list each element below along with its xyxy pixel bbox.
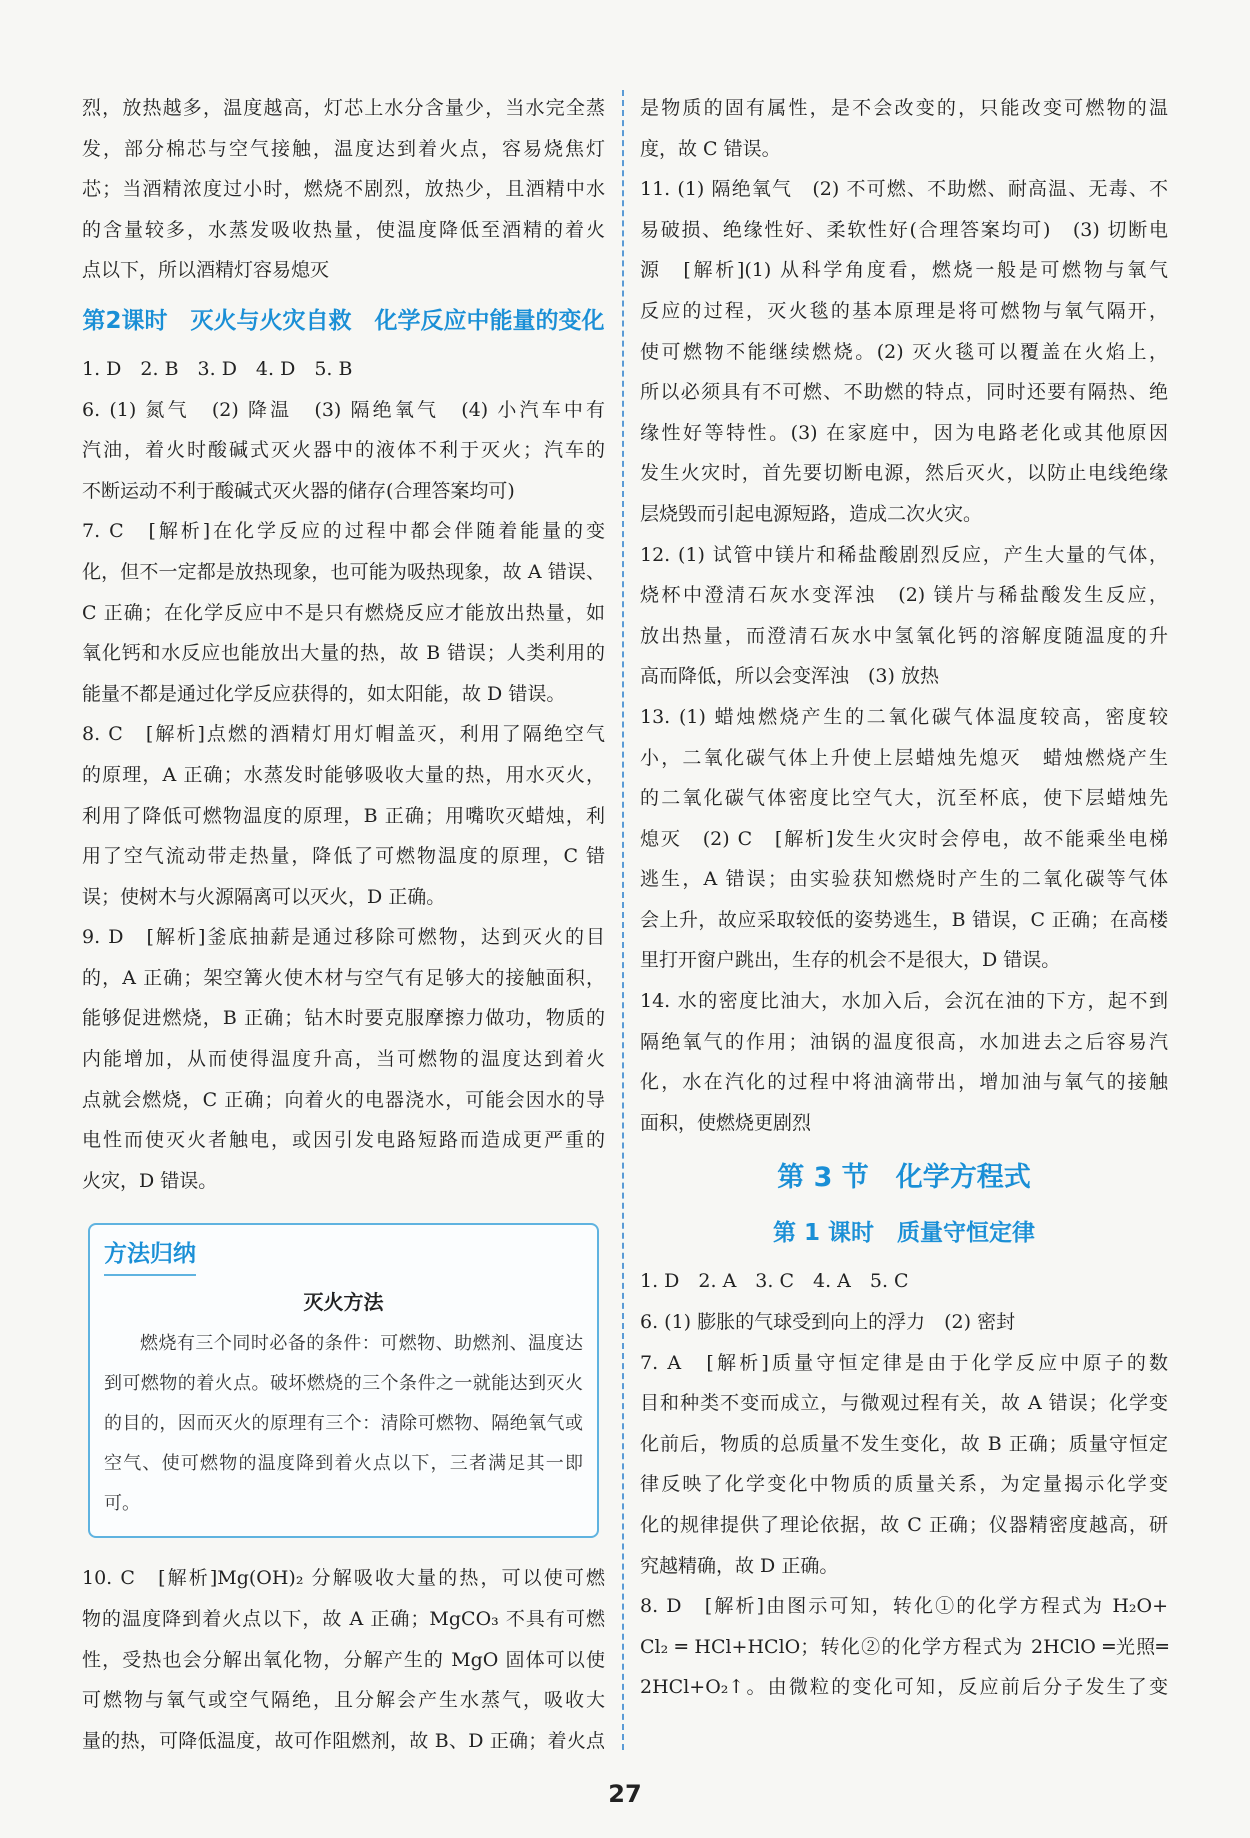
answer-line: 高而降低，所以会变浑浊 (3) 放热 [640, 665, 939, 688]
answer-line: 的原理，A 正确；水蒸发时能够吸收大量的热，用水灭火， [82, 763, 605, 786]
answer-line: 化，水在汽化的过程中将油滴带出，增加油与氧气的接触 [640, 1071, 1168, 1094]
answer-line: 熄灭 (2) C [解析]发生火灾时会停电，故不能乘坐电梯 [640, 827, 1168, 850]
method-summary-label: 方法归纳 [104, 1235, 196, 1276]
answer-line: 易破损、绝缘性好、柔软性好(合理答案均可) (3) 切断电 [640, 218, 1168, 241]
intro-paragraph [82, 88, 605, 291]
method-summary-text: 燃烧有三个同时必备的条件：可燃物、助燃剂、温度达到可燃物的着火点。破坏燃烧的三个条件之一就能达到灭火的目的，因而灭火的原理有三个：清除可燃物、隔绝氧气或空气、使可燃物的温度降到着火点以下，三者满足其一即可。 [104, 1333, 583, 1515]
answer-line: 小，二氧化碳气体上升使上层蜡烛先熄灭 蜡烛燃烧产生 [640, 746, 1168, 769]
answer-line: 化，但不一定都是放热现象，也可能为吸热现象，故 A 错误、 [82, 560, 605, 583]
answer-line: 火灾，D 错误。 [82, 1169, 218, 1192]
answer-line: 律反映了化学变化中物质的质量关系，为定量揭示化学变 [640, 1473, 1168, 1496]
answer-line: 度，故 C 错误。 [640, 137, 781, 160]
answer-line: 8. D [解析]由图示可知，转化①的化学方程式为 H₂O+ [640, 1595, 1168, 1618]
left-column [82, 88, 605, 1761]
answer-line: 目和种类不变而成立，与微观过程有关，故 A 错误；化学变 [640, 1392, 1168, 1415]
answer-line: 化的规律提供了理论依据，故 C 正确；仪器精密度越高，研 [640, 1514, 1168, 1536]
answer-line: 能量不都是通过化学反应获得的，如太阳能，故 D 错误。 [82, 682, 566, 705]
answer-line: 的二氧化碳气体密度比空气大，沉至杯底，使下层蜡烛先 [640, 787, 1168, 810]
answer-line: 用了空气流动带走热量，降低了可燃物温度的原理，C 错 [82, 845, 605, 868]
answer-line: 使可燃物不能继续燃烧。(2) 灭火毯可以覆盖在火焰上， [640, 340, 1168, 363]
answer-line: 物的温度降到着火点以下，故 A 正确；MgCO₃ 不具有可燃 [82, 1608, 605, 1631]
answer-line: 性，受热也会分解出氧化物，分解产生的 MgO 固体可以使 [82, 1648, 605, 1671]
answer-line: Cl₂ ═ HCl+HClO；转化②的化学方程式为 2HClO ═光照═ [640, 1635, 1168, 1658]
answer-line: 8. C [解析]点燃的酒精灯用灯帽盖灭，利用了隔绝空气 [82, 723, 605, 746]
answer-line: 9. D [解析]釜底抽薪是通过移除可燃物，达到灭火的目 [82, 926, 605, 949]
lesson-2-title: 第2课时 灭火与火灾自救 化学反应中能量的变化 [82, 307, 605, 334]
answer-line: C 正确；在化学反应中不是只有燃烧反应才能放出热量，如 [82, 601, 605, 624]
answer-line: 1. D 2. A 3. C 4. A 5. C [640, 1270, 909, 1293]
answer-line: 量的热，可降低温度，故可作阻燃剂，故 B、D 正确；着火点 [82, 1729, 605, 1752]
answer-line: 利用了降低可燃物温度的原理，B 正确；用嘴吹灭蜡烛，利 [82, 804, 605, 827]
column-divider [622, 90, 624, 1750]
lesson-2-answers [82, 349, 605, 1201]
answer-line: 不断运动不利于酸碱式灭火器的储存(合理答案均可) [82, 479, 515, 502]
answer-line: 2HCl+O₂↑。由微粒的变化可知，反应前后分子发生了变 [640, 1676, 1168, 1699]
answer-line: 烧杯中澄清石灰水变浑浊 (2) 镁片与稀盐酸发生反应， [640, 584, 1168, 607]
answer-line: 6. (1) 氮气 (2) 降温 (3) 隔绝氧气 (4) 小汽车中有 [82, 398, 605, 421]
answer-line: 隔绝氧气的作用；油锅的温度很高，水加进去之后容易汽 [640, 1030, 1168, 1053]
method-summary-heading: 灭火方法 [303, 1290, 384, 1315]
answer-line: 13. (1) 蜡烛燃烧产生的二氧化碳气体温度较高，密度较 [640, 705, 1168, 728]
answer-line: 发生火灾时，首先要切断电源，然后灭火，以防止电线绝缘 [640, 462, 1168, 485]
answer-line: 逃生，A 错误；由实验获知燃烧时产生的二氧化碳等气体 [640, 868, 1168, 891]
right-column [640, 88, 1168, 1708]
section-3-title: 第 3 节 化学方程式 [777, 1162, 1031, 1194]
answer-line: 源 [解析](1) 从科学角度看，燃烧一般是可燃物与氧气 [640, 259, 1168, 282]
answer-line: 7. C [解析]在化学反应的过程中都会伴随着能量的变 [82, 520, 605, 543]
question-10 [82, 1558, 605, 1761]
answer-line: 会上升，故应采取较低的姿势逃生，B 错误，C 正确；在高楼 [640, 908, 1168, 931]
answer-line: 可燃物与氧气或空气隔绝，且分解会产生水蒸气，吸收大 [82, 1689, 605, 1712]
answer-line: 氧化钙和水反应也能放出大量的热，故 B 错误；人类利用的 [82, 642, 605, 665]
right-answers-a [640, 88, 1168, 1143]
answer-line: 面积，使燃烧更剧烈 [640, 1111, 812, 1134]
answer-line: 电性而使灭火者触电，或因引发电路短路而造成更严重的 [82, 1129, 605, 1152]
text-line: 的含量较多，水蒸发吸收热量，使温度降低至酒精的着火 [82, 218, 605, 241]
answer-line: 误；使树木与火源隔离可以灭火，D 正确。 [82, 885, 446, 908]
text-line: 发，部分棉芯与空气接触，温度达到着火点，容易烧焦灯 [82, 137, 605, 160]
answer-line: 6. (1) 膨胀的气球受到向上的浮力 (2) 密封 [640, 1311, 1016, 1334]
answer-line: 所以必须具有不可燃、不助燃的特点，同时还要有隔热、绝 [640, 381, 1168, 404]
right-answers-b [640, 1261, 1168, 1708]
answer-line: 里打开窗户跳出，生存的机会不是很大，D 错误。 [640, 949, 1061, 972]
answer-line: 反应的过程，灭火毯的基本原理是将可燃物与氧气隔开， [640, 299, 1168, 322]
answer-line: 是物质的固有属性，是不会改变的，只能改变可燃物的温 [640, 97, 1168, 119]
answer-line: 汽油，着火时酸碱式灭火器中的液体不利于灭火；汽车的 [82, 439, 605, 462]
answer-line: 10. C [解析]Mg(OH)₂ 分解吸收大量的热，可以使可燃 [82, 1567, 605, 1590]
answer-line: 11. (1) 隔绝氧气 (2) 不可燃、不助燃、耐高温、无毒、不 [640, 178, 1168, 201]
answer-line: 的，A 正确；架空篝火使木材与空气有足够大的接触面积， [82, 966, 605, 989]
method-summary-box [88, 1223, 599, 1538]
answer-line: 7. A [解析]质量守恒定律是由于化学反应中原子的数 [640, 1351, 1168, 1374]
answer-line: 缘性好等特性。(3) 在家庭中，因为电路老化或其他原因 [640, 421, 1168, 444]
answer-line: 放出热量，而澄清石灰水中氢氧化钙的溶解度随温度的升 [640, 624, 1168, 647]
text-line: 点以下，所以酒精灯容易熄灭 [82, 259, 330, 282]
answer-line: 点就会燃烧，C 正确；向着火的电器浇水，可能会因水的导 [82, 1088, 605, 1111]
text-line: 烈，放热越多，温度越高，灯芯上水分含量少，当水完全蒸 [82, 97, 605, 119]
answer-line: 12. (1) 试管中镁片和稀盐酸剧烈反应，产生大量的气体， [640, 543, 1168, 566]
page-number: 27 [608, 1780, 642, 1808]
lesson-1-title: 第 1 课时 质量守恒定律 [772, 1220, 1036, 1247]
answer-line: 层烧毁而引起电源短路，造成二次火灾。 [640, 502, 983, 525]
answer-line: 究越精确，故 D 正确。 [640, 1554, 839, 1577]
answer-line: 化前后，物质的总质量不发生变化，故 B 正确；质量守恒定 [640, 1432, 1168, 1455]
answer-line: 内能增加，从而使得温度升高，当可燃物的温度达到着火 [82, 1048, 605, 1071]
answer-line: 14. 水的密度比油大，水加入后，会沉在油的下方，起不到 [640, 990, 1168, 1013]
answer-line: 1. D 2. B 3. D 4. D 5. B [82, 357, 353, 380]
answer-line: 能够促进燃烧，B 正确；钻木时要克服摩擦力做功，物质的 [82, 1007, 605, 1030]
text-line: 芯；当酒精浓度过小时，燃烧不剧烈，放热少，且酒精中水 [82, 178, 605, 201]
